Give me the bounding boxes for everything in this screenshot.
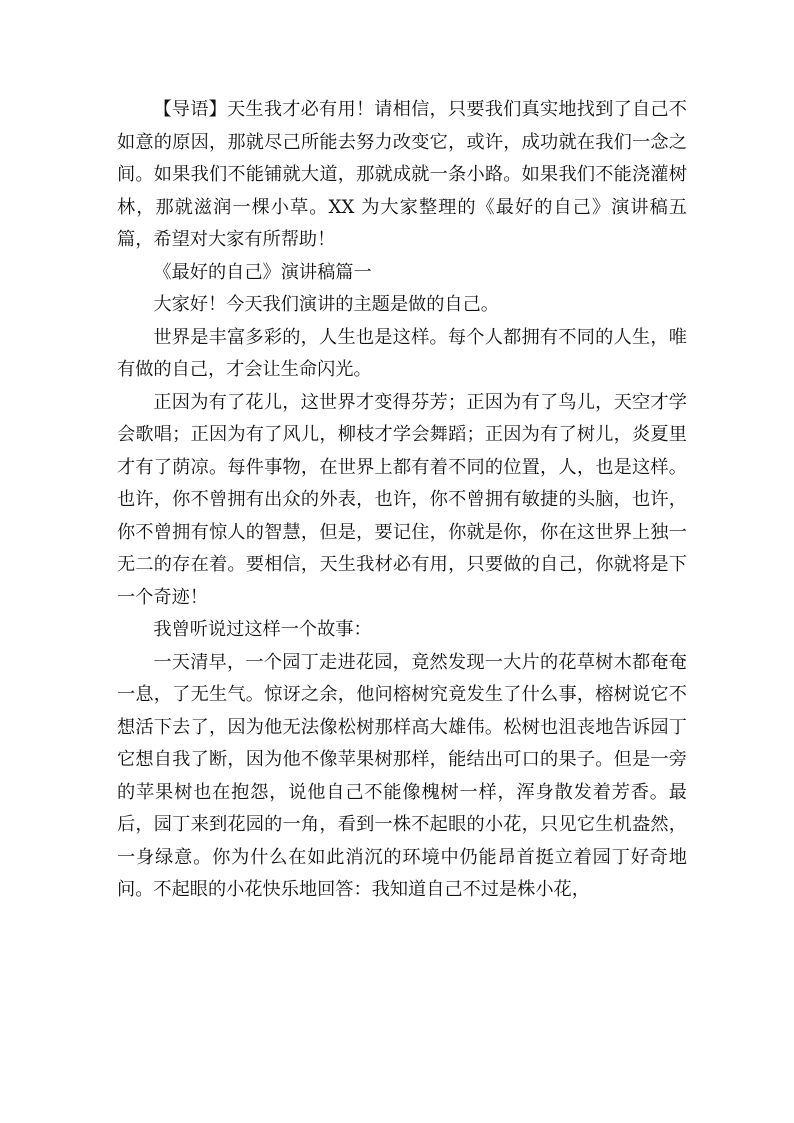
document-body: [117, 94, 687, 907]
body-paragraph: 正因为有了花儿，这世界才变得芬芳；正因为有了鸟儿，天空才学会歌唱；正因为有了风儿，柳枝才学会舞蹈；正因为有了树儿，炎夏里才有了荫凉。每件事物，在世界上都有着不同的位置，人，也是这样。也许，你不曾拥有出众的外表，也许，你不曾拥有敏捷的头脑，也许，你不曾拥有惊人的智慧，但是，要记住，你就是你，你在这世界上独一无二的存在着。要相信，天生我材必有用，只要做的自己，你就将是下一个奇迹！: [117, 391, 687, 608]
body-paragraph: 一天清早，一个园丁走进花园，竟然发现一大片的花草树木都奄奄一息，了无生气。惊讶之余，他问榕树究竟发生了什么事，榕树说它不想活下去了，因为他无法像松树那样高大雄伟。松树也沮丧地告诉园丁它想自我了断，因为他不像苹果树那样，能结出可口的果子。但是一旁的苹果树也在抱怨，说他自己不能像槐树一样，浑身散发着芳香。最后，园丁来到花园的一角，看到一株不起眼的小花，只见它生机盎然，一身绿意。你为什么在如此消沉的环境中仍能昂首挺立着园丁好奇地问。不起眼的小花快乐地回答：我知道自己不过是株小花，: [117, 651, 687, 900]
body-paragraph: 我曾听说过这样一个故事：: [153, 619, 372, 640]
body-paragraph: 世界是丰富多彩的，人生也是这样。每个人都拥有不同的人生，唯有做的自己，才会让生命闪光。: [117, 326, 687, 380]
intro-paragraph: 【导语】天生我才必有用！请相信，只要我们真实地找到了自己不如意的原因，那就尽己所能去努力改变它，或许，成功就在我们一念之间。如果我们不能铺就大道，那就成就一条小路。如果我们不能浇灌树林，那就滋润一棵小草。XX 为大家整理的《最好的自己》演讲稿五篇，希望对大家有所帮助！: [117, 99, 687, 250]
section-title: 《最好的自己》演讲稿篇一: [153, 261, 372, 283]
body-paragraph: 大家好！今天我们演讲的主题是做的自己。: [153, 294, 499, 315]
